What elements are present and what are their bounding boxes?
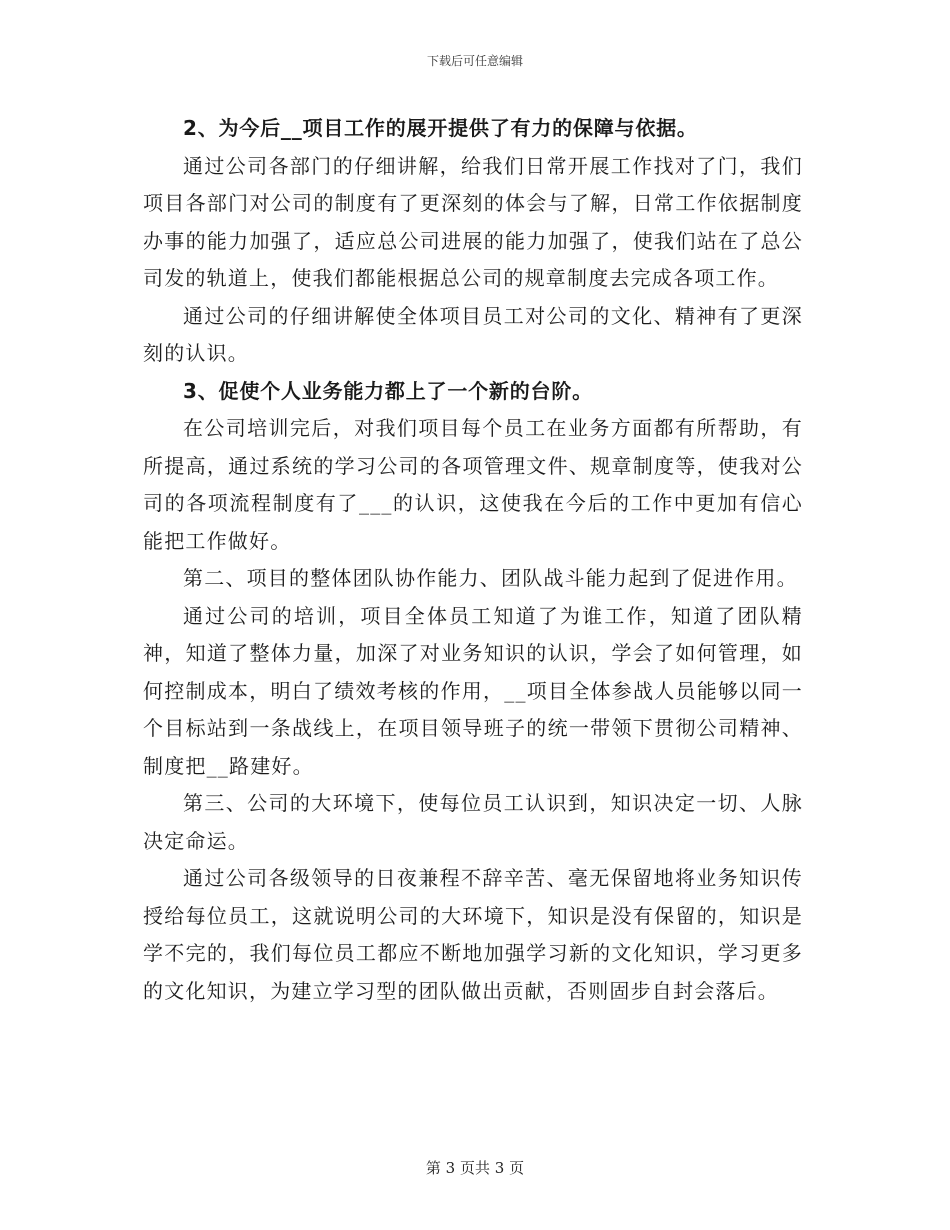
section-heading-second: 第二、项目的整体团队协作能力、团队战斗能力起到了促进作用。 <box>183 566 798 590</box>
body-paragraph: 在公司培训完后，对我们项目每个员工在业务方面都有所帮助，有所提高，通过系统的学习公司的各项管理文件、规章制度等，使我对公司的各项流程制度有了___的认识，这使我在今后的工作中更加有信心能把工作做好。 <box>143 416 803 553</box>
body-paragraph: 通过公司各级领导的日夜兼程不辞辛苦、毫无保留地将业务知识传授给每位员工，这就说明公司的大环境下，知识是没有保留的，知识是学不完的，我们每位员工都应不断地加强学习新的文化知识，学习更多的文化知识，为建立学习型的团队做出贡献，否则固步自封会落后。 <box>143 866 803 1003</box>
section-heading-third: 第三、公司的大环境下，使每位员工认识到，知识决定一切、人脉决定命运。 <box>143 791 803 853</box>
section-heading-2: 2、为今后__项目工作的展开提供了有力的保障与依据。 <box>183 116 698 140</box>
body-paragraph: 通过公司的培训，项目全体员工知道了为谁工作，知道了团队精神，知道了整体力量，加深了对业务知识的认识，学会了如何管理，如何控制成本，明白了绩效考核的作用，__项目全体参战人员能够以同一个目标站到一条战线上，在项目领导班子的统一带领下贯彻公司精神、制度把__路建好。 <box>143 603 803 778</box>
body-paragraph: 通过公司的仔细讲解使全体项目员工对公司的文化、精神有了更深刻的认识。 <box>143 303 803 365</box>
page-footer: 第 3 页共 3 页 <box>425 1159 525 1177</box>
document-body <box>143 110 803 1010</box>
page-header: 下载后可任意编辑 <box>426 54 523 68</box>
section-heading-3: 3、促使个人业务能力都上了一个新的台阶。 <box>183 378 593 403</box>
body-paragraph: 通过公司各部门的仔细讲解，给我们日常开展工作找对了门，我们项目各部门对公司的制度有了更深刻的体会与了解，日常工作依据制度办事的能力加强了，适应总公司进展的能力加强了，使我们站在了总公司发的轨道上，使我们都能根据总公司的规章制度去完成各项工作。 <box>143 153 803 290</box>
